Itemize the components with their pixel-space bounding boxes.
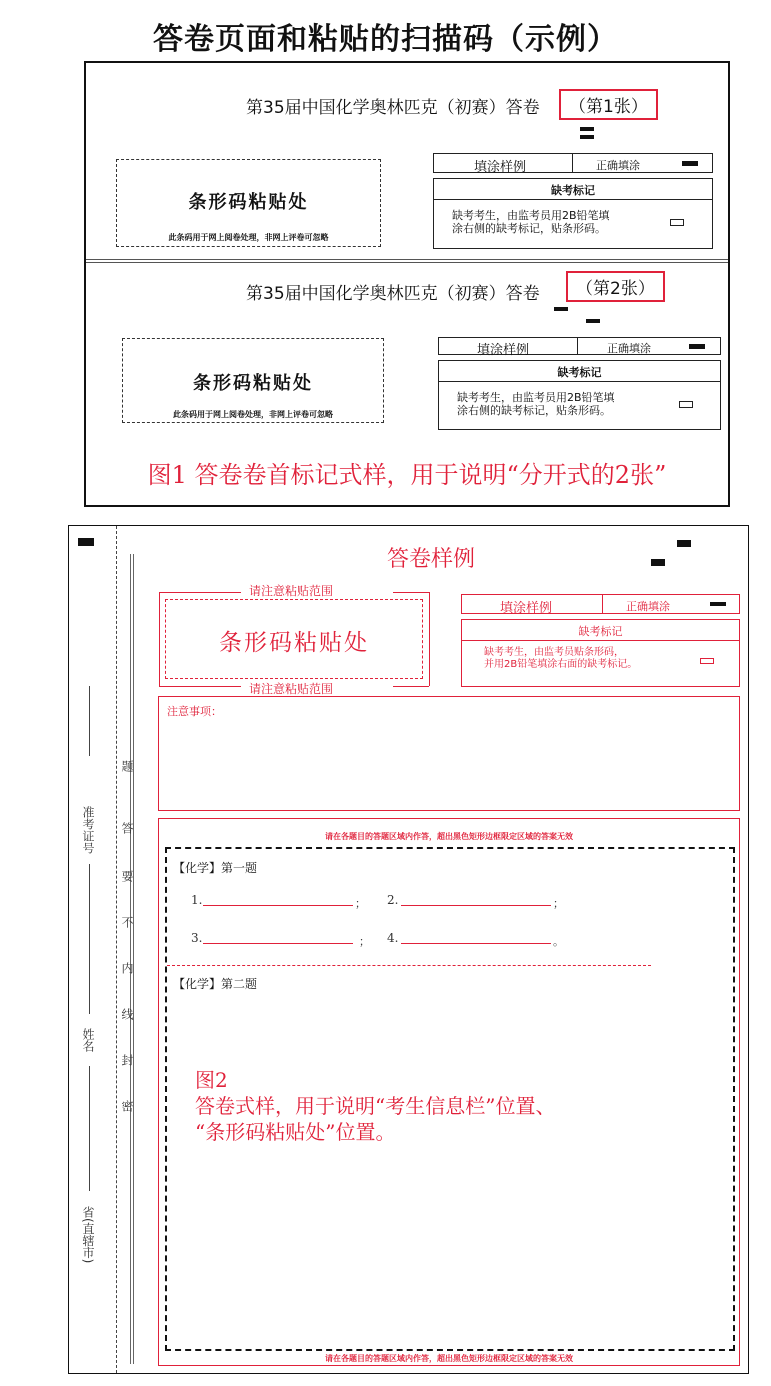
field-line-province bbox=[89, 1066, 90, 1191]
seal-char-mi: 密 bbox=[120, 1100, 134, 1112]
caption-line-1: 图2 bbox=[195, 1068, 228, 1092]
corner-mark-top-left bbox=[78, 538, 94, 546]
fill-example-label: 填涂样例 bbox=[500, 601, 553, 616]
sheet-2-marker-left bbox=[554, 307, 568, 311]
divider bbox=[434, 199, 712, 200]
figure-2 bbox=[68, 525, 749, 1374]
sheet-2-correct-fill-mark bbox=[689, 344, 705, 349]
sidebar-dashed-line bbox=[116, 526, 117, 1373]
fill-example-box bbox=[461, 594, 740, 614]
sheet-1-absent-description bbox=[452, 209, 610, 235]
blank-4-end: 。 bbox=[553, 935, 564, 948]
barcode-label: 条形码粘贴处 bbox=[219, 630, 369, 656]
sheet-2-marker-right bbox=[586, 319, 600, 323]
seal-char-xian: 线 bbox=[120, 1008, 134, 1020]
sheet-1-fill-example-label: 填涂样例 bbox=[474, 160, 527, 175]
question-divider bbox=[167, 965, 651, 966]
absent-mark-box[interactable] bbox=[700, 658, 714, 664]
sheet-1-barcode-area bbox=[116, 159, 381, 247]
blank-4-line[interactable] bbox=[401, 943, 551, 944]
bracket-top-left bbox=[159, 592, 241, 593]
question-2-title: 【化学】第二题 bbox=[173, 977, 258, 991]
blank-3-line[interactable] bbox=[203, 943, 353, 944]
absent-label: 缺考标记 bbox=[578, 625, 623, 638]
divider bbox=[462, 640, 739, 641]
sheet-2-absent-box bbox=[438, 360, 721, 430]
sheet-1-fill-example-box bbox=[433, 153, 713, 173]
sheet-1-absent-box bbox=[433, 178, 713, 249]
sheet-1-marker-bottom bbox=[580, 135, 594, 139]
field-line-name bbox=[89, 864, 90, 1014]
sheet-1-barcode-note: 此条码用于网上阅卷处理，非网上评卷可忽略 bbox=[168, 233, 329, 242]
figure-1 bbox=[84, 61, 730, 507]
barcode-range-top-label: 请注意粘贴范围 bbox=[249, 584, 334, 598]
sheet-1-fill-correct-label: 正确填涂 bbox=[596, 159, 640, 172]
figure-2-caption bbox=[195, 1067, 555, 1145]
divider bbox=[602, 595, 603, 613]
blank-1-label: 1. bbox=[191, 893, 203, 907]
blank-1-end: ； bbox=[355, 897, 366, 910]
sheet-1-marker-top bbox=[580, 127, 594, 131]
sheet-2-fill-example-label: 填涂样例 bbox=[477, 343, 530, 358]
seal-char-yao: 要 bbox=[120, 870, 134, 882]
sheet-2-page-number: （第2张） bbox=[566, 271, 665, 302]
field-province: 省(直辖市) bbox=[81, 1206, 95, 1264]
sheet-2-title: 第35届中国化学奥林匹克（初赛）答卷 bbox=[246, 284, 540, 304]
divider bbox=[577, 338, 578, 355]
seal-char-da: 答 bbox=[120, 822, 134, 834]
sidebar-line-2 bbox=[133, 554, 134, 1364]
divider bbox=[439, 381, 720, 382]
blank-2-line[interactable] bbox=[401, 905, 551, 906]
absent-desc-line-2: 涂右侧的缺考标记，贴条形码。 bbox=[452, 222, 606, 235]
sheet-1-correct-fill-mark bbox=[682, 161, 698, 166]
correct-fill-mark bbox=[710, 602, 726, 606]
fill-correct-label: 正确填涂 bbox=[626, 600, 670, 613]
sheet-header: 答卷样例 bbox=[387, 547, 476, 572]
absent-desc-line-2: 并用2B铅笔填涂右面的缺考标记。 bbox=[484, 659, 638, 670]
seal-char-bu: 不 bbox=[120, 916, 134, 928]
sheet-2-fill-correct-label: 正确填涂 bbox=[607, 342, 651, 355]
sheet-2-barcode-note: 此条码用于网上阅卷处理，非网上评卷可忽略 bbox=[173, 410, 333, 419]
barcode-range-bottom-label: 请注意粘贴范围 bbox=[249, 682, 334, 696]
absent-desc-line-1: 缺考考生，由监考员用2B铅笔填 bbox=[457, 391, 615, 404]
blank-2-end: ； bbox=[553, 897, 564, 910]
sheet-1-title: 第35届中国化学奥林匹克（初赛）答卷 bbox=[246, 98, 540, 118]
blank-2-label: 2. bbox=[387, 893, 399, 907]
caption-line-3: “条形码粘贴处”位置。 bbox=[195, 1120, 396, 1144]
absent-desc-line-2: 涂右侧的缺考标记，贴条形码。 bbox=[457, 404, 611, 417]
sheet-1-barcode-label: 条形码粘贴处 bbox=[188, 192, 309, 213]
sheet-1-absent-mark-box[interactable] bbox=[670, 219, 684, 226]
absent-description bbox=[484, 647, 637, 671]
field-name: 姓名 bbox=[81, 1028, 95, 1052]
sheet-separator-bottom bbox=[86, 262, 728, 263]
absent-desc-line-1: 缺考考生，由监考员贴条形码， bbox=[484, 647, 624, 658]
field-exam-id: 准考证号 bbox=[81, 806, 95, 854]
field-line-exam-id-top bbox=[89, 686, 90, 756]
caption-line-2: 答卷式样，用于说明“考生信息栏”位置、 bbox=[195, 1094, 556, 1118]
sheet-2-absent-mark-box[interactable] bbox=[679, 401, 693, 408]
divider bbox=[572, 154, 573, 173]
sheet-2-absent-label: 缺考标记 bbox=[557, 366, 602, 379]
absent-box bbox=[461, 619, 740, 687]
seal-char-nei: 内 bbox=[120, 962, 134, 974]
area-notice-top: 请在各题目的答题区域内作答，超出黑色矩形边框限定区域的答案无效 bbox=[325, 832, 573, 841]
answer-region bbox=[158, 818, 740, 1366]
corner-mark-top-right-upper bbox=[677, 540, 691, 547]
corner-mark-top-right-lower bbox=[651, 559, 665, 566]
blank-3-label: 3. bbox=[191, 931, 203, 945]
seal-char-feng: 封 bbox=[120, 1054, 134, 1066]
bracket-right bbox=[429, 592, 430, 686]
bracket-top-right bbox=[393, 592, 429, 593]
sidebar-line-1 bbox=[130, 554, 131, 1364]
blank-1-line[interactable] bbox=[203, 905, 353, 906]
notes-box bbox=[158, 696, 740, 811]
bracket-bottom-right bbox=[393, 686, 429, 687]
sheet-2-barcode-label: 条形码粘贴处 bbox=[193, 373, 313, 394]
absent-desc-line-1: 缺考考生，由监考员用2B铅笔填 bbox=[452, 209, 610, 222]
sheet-separator-top bbox=[86, 259, 728, 260]
sheet-1-page-number: （第1张） bbox=[559, 89, 658, 120]
question-1-title: 【化学】第一题 bbox=[173, 861, 258, 875]
figure-1-caption: 图1 答卷卷首标记式样，用于说明“分开式的2张” bbox=[147, 461, 667, 489]
sheet-1-absent-label: 缺考标记 bbox=[551, 184, 595, 197]
sheet-2-barcode-area bbox=[122, 338, 384, 423]
blank-3-end: ； bbox=[359, 935, 370, 948]
bracket-left bbox=[159, 592, 160, 686]
seal-char-ti: 题 bbox=[120, 760, 134, 772]
area-notice-bottom: 请在各题目的答题区域内作答，超出黑色矩形边框限定区域的答案无效 bbox=[325, 1354, 573, 1363]
notes-label: 注意事项： bbox=[167, 705, 222, 718]
sheet-2-absent-description bbox=[457, 391, 615, 417]
page-title: 答卷页面和粘贴的扫描码（示例） bbox=[153, 22, 618, 57]
bracket-bottom-left bbox=[159, 686, 241, 687]
blank-4-label: 4. bbox=[387, 931, 399, 945]
sheet-2-fill-example-box bbox=[438, 337, 721, 358]
